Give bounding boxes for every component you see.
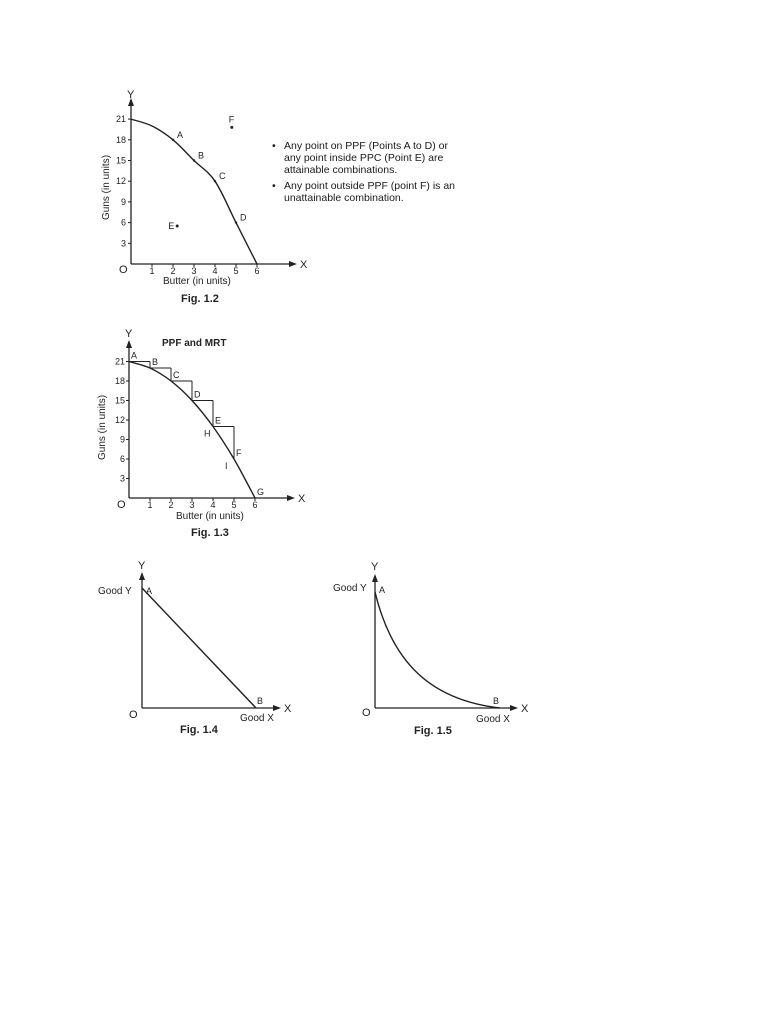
fig15-y-letter: Y bbox=[371, 561, 379, 573]
fig13-x-letter: X bbox=[298, 493, 306, 505]
fig12-x-ticks bbox=[149, 264, 259, 276]
point-label: G bbox=[257, 487, 265, 497]
fig15-y-label: Good Y bbox=[333, 583, 367, 594]
point-label: A bbox=[131, 350, 138, 361]
bullet-icon: • bbox=[272, 140, 276, 152]
fig12-ppf-curve bbox=[131, 119, 257, 264]
fig13-point-labels bbox=[131, 351, 264, 498]
fig12-y-letter: Y bbox=[127, 89, 135, 101]
fig-1-3 bbox=[97, 328, 306, 539]
fig-1-5 bbox=[333, 561, 529, 737]
fig15-point-b: B bbox=[493, 696, 500, 706]
fig12-y-ticks bbox=[116, 114, 131, 248]
corner-label: H bbox=[204, 428, 211, 439]
fig12-notes bbox=[272, 140, 462, 208]
fig13-y-ticks bbox=[115, 357, 129, 484]
point-marker bbox=[176, 225, 179, 228]
y-tick-label: 15 bbox=[114, 395, 125, 406]
bullet-icon: • bbox=[272, 180, 276, 192]
x-tick-label: 4 bbox=[212, 266, 218, 276]
x-tick-label: 3 bbox=[191, 266, 197, 276]
point-marker bbox=[172, 139, 174, 141]
y-tick-label: 6 bbox=[119, 454, 125, 464]
point-label: B bbox=[198, 150, 205, 161]
fig15-point-a: A bbox=[379, 585, 386, 595]
fig12-x-label: Butter (in units) bbox=[163, 276, 231, 287]
point-marker bbox=[214, 180, 216, 182]
fig14-point-a: A bbox=[146, 586, 153, 596]
fig13-x-arrow bbox=[287, 495, 295, 501]
fig12-x-arrow bbox=[289, 261, 297, 267]
fig13-y-label: Guns (in units) bbox=[97, 394, 108, 460]
point-label: E bbox=[168, 221, 175, 232]
fig15-x-letter: X bbox=[521, 703, 529, 715]
fig12-x-letter: X bbox=[300, 259, 308, 271]
fig12-note-2-text: Any point outside PPF (point F) is an unattainable combination. bbox=[284, 180, 455, 204]
fig15-origin-label: O bbox=[362, 707, 371, 719]
y-tick-label: 6 bbox=[120, 217, 126, 228]
point-label: F bbox=[236, 448, 242, 458]
fig14-ppf-line bbox=[142, 588, 256, 708]
fig13-x-label: Butter (in units) bbox=[176, 511, 244, 522]
fig15-x-arrow bbox=[510, 705, 518, 711]
fig14-origin-label: O bbox=[129, 709, 138, 721]
point-label: C bbox=[219, 171, 226, 182]
fig12-note-1 bbox=[272, 140, 462, 176]
fig14-caption: Fig. 1.4 bbox=[180, 724, 218, 736]
fig13-caption: Fig. 1.3 bbox=[191, 527, 229, 539]
point-label: C bbox=[173, 370, 180, 380]
x-tick-label: 2 bbox=[168, 500, 174, 510]
x-tick-label: 2 bbox=[170, 266, 176, 276]
y-tick-label: 18 bbox=[115, 134, 126, 145]
fig14-y-label: Good Y bbox=[98, 586, 132, 597]
fig14-x-letter: X bbox=[284, 703, 292, 715]
y-tick-label: 12 bbox=[114, 415, 125, 425]
fig13-title: PPF and MRT bbox=[162, 338, 227, 349]
y-tick-label: 3 bbox=[119, 473, 125, 484]
fig12-y-label: Guns (in units) bbox=[101, 154, 112, 220]
y-tick-label: 12 bbox=[115, 176, 126, 187]
fig15-caption: Fig. 1.5 bbox=[414, 725, 452, 737]
point-label: E bbox=[215, 415, 222, 426]
x-tick-label: 1 bbox=[149, 266, 155, 276]
point-label: D bbox=[194, 389, 201, 400]
y-tick-label: 9 bbox=[120, 196, 126, 207]
fig15-x-label: Good X bbox=[476, 714, 510, 725]
fig13-origin-label: O bbox=[117, 499, 126, 511]
point-label: F bbox=[228, 114, 235, 125]
fig-1-4 bbox=[98, 560, 292, 736]
y-tick-label: 3 bbox=[120, 238, 126, 249]
fig13-x-ticks bbox=[147, 498, 257, 510]
y-tick-label: 15 bbox=[115, 155, 126, 166]
fig12-origin-label: O bbox=[119, 264, 128, 276]
fig14-y-arrow bbox=[139, 572, 145, 580]
fig14-x-label: Good X bbox=[240, 713, 274, 724]
fig13-y-letter: Y bbox=[125, 328, 133, 340]
x-tick-label: 6 bbox=[252, 500, 258, 510]
fig15-ppf-curve bbox=[375, 592, 500, 708]
x-tick-label: 3 bbox=[189, 500, 195, 510]
point-label: A bbox=[177, 129, 184, 140]
x-tick-label: 6 bbox=[254, 266, 260, 276]
fig14-y-letter: Y bbox=[138, 560, 146, 572]
y-tick-label: 9 bbox=[119, 434, 125, 445]
corner-label: I bbox=[225, 461, 228, 471]
point-marker bbox=[235, 221, 237, 223]
fig12-note-2 bbox=[272, 180, 462, 204]
x-tick-label: 4 bbox=[210, 500, 216, 510]
fig14-x-arrow bbox=[273, 705, 281, 711]
point-marker bbox=[193, 159, 195, 161]
point-label: D bbox=[240, 212, 247, 223]
y-tick-label: 21 bbox=[115, 114, 126, 125]
fig13-y-arrow bbox=[126, 340, 132, 348]
y-tick-label: 18 bbox=[114, 376, 125, 386]
point-label: B bbox=[152, 357, 159, 367]
x-tick-label: 5 bbox=[233, 266, 239, 276]
x-tick-label: 5 bbox=[231, 500, 237, 510]
fig15-y-arrow bbox=[372, 574, 378, 582]
point-marker bbox=[230, 126, 233, 129]
y-tick-label: 21 bbox=[114, 356, 125, 367]
fig14-point-b: B bbox=[257, 696, 264, 706]
x-tick-label: 1 bbox=[147, 500, 153, 510]
fig12-caption: Fig. 1.2 bbox=[181, 293, 219, 305]
fig12-note-1-text: Any point on PPF (Points A to D) or any point inside PPC (Point E) are attainable combinations. bbox=[284, 140, 448, 176]
